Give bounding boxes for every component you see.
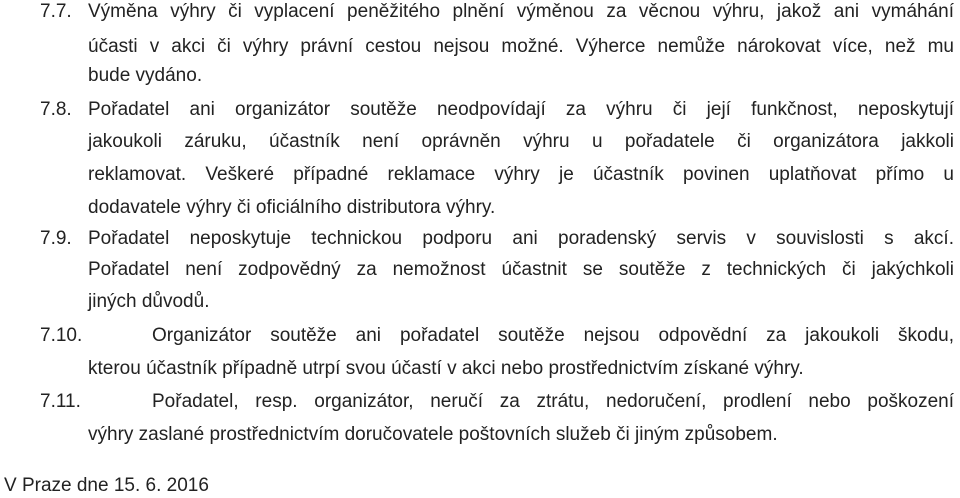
clause-text: Výměna výhry či vyplacení peněžitého plnění výměnou za věcnou výhru, jakož ani vymáhání [88, 1, 954, 22]
clause-7-8-line-2 [88, 130, 954, 154]
clause-text: jakoukoli záruku, účastník není oprávněn výhru u pořadatele či organizátora jakkoli [88, 131, 954, 152]
clause-text: výhry zaslané prostřednictvím doručovatele poštovních služeb či jiným způsobem. [88, 424, 778, 445]
clause-number: 7.7. [40, 1, 72, 22]
clause-7-7-line-1 [40, 0, 954, 24]
clause-number: 7.10. [40, 325, 83, 346]
clause-7-8-line-4 [88, 196, 495, 220]
clause-text: bude vydáno. [88, 65, 203, 86]
clause-number: 7.8. [40, 99, 72, 120]
clause-text: jiných důvodů. [88, 291, 210, 312]
clause-text: Pořadatel ani organizátor soutěže neodpovídají za výhru či její funkčnost, neposkytují [88, 99, 954, 120]
clause-number: 7.9. [40, 228, 72, 249]
clause-text: Pořadatel neposkytuje technickou podporu ani poradenský servis v souvislosti s akcí. [88, 228, 954, 249]
clause-7-8-line-1 [40, 98, 954, 122]
clause-text: účasti v akci či výhry právní cestou nejsou možné. Výherce nemůže nárokovat více, než mu [88, 36, 954, 57]
clause-7-9-line-3 [88, 290, 209, 314]
clause-7-11-line-1 [40, 390, 954, 414]
clause-text: kterou účastník případně utrpí svou účastí v akci nebo prostřednictvím získané výhry. [88, 358, 804, 379]
clause-number: 7.11. [40, 391, 81, 412]
clause-7-9-line-1 [40, 227, 954, 251]
clause-7-10-line-1 [40, 324, 954, 348]
clause-7-10-line-2 [88, 357, 804, 381]
document-footer-date: V Praze dne 15. 6. 2016 [4, 475, 209, 496]
clause-text: dodavatele výhry či oficiálního distributora výhry. [88, 197, 496, 218]
clause-7-8-line-3 [88, 163, 954, 187]
clause-7-7-line-3 [88, 64, 202, 88]
clause-text: Organizátor soutěže ani pořadatel soutěže nejsou odpovědní za jakoukoli škodu, [152, 325, 954, 346]
clause-text: reklamovat. Veškeré případné reklamace výhry je účastník povinen uplatňovat přímo u [88, 164, 954, 185]
clause-text: Pořadatel není zodpovědný za nemožnost účastnit se soutěže z technických či jakýchkoli [88, 259, 954, 280]
clause-text: Pořadatel, resp. organizátor, neručí za ztrátu, nedoručení, prodlení nebo poškození [152, 391, 954, 412]
clause-7-7-line-2 [88, 35, 954, 59]
clause-7-11-line-2 [88, 423, 778, 447]
clause-7-9-line-2 [88, 258, 954, 282]
